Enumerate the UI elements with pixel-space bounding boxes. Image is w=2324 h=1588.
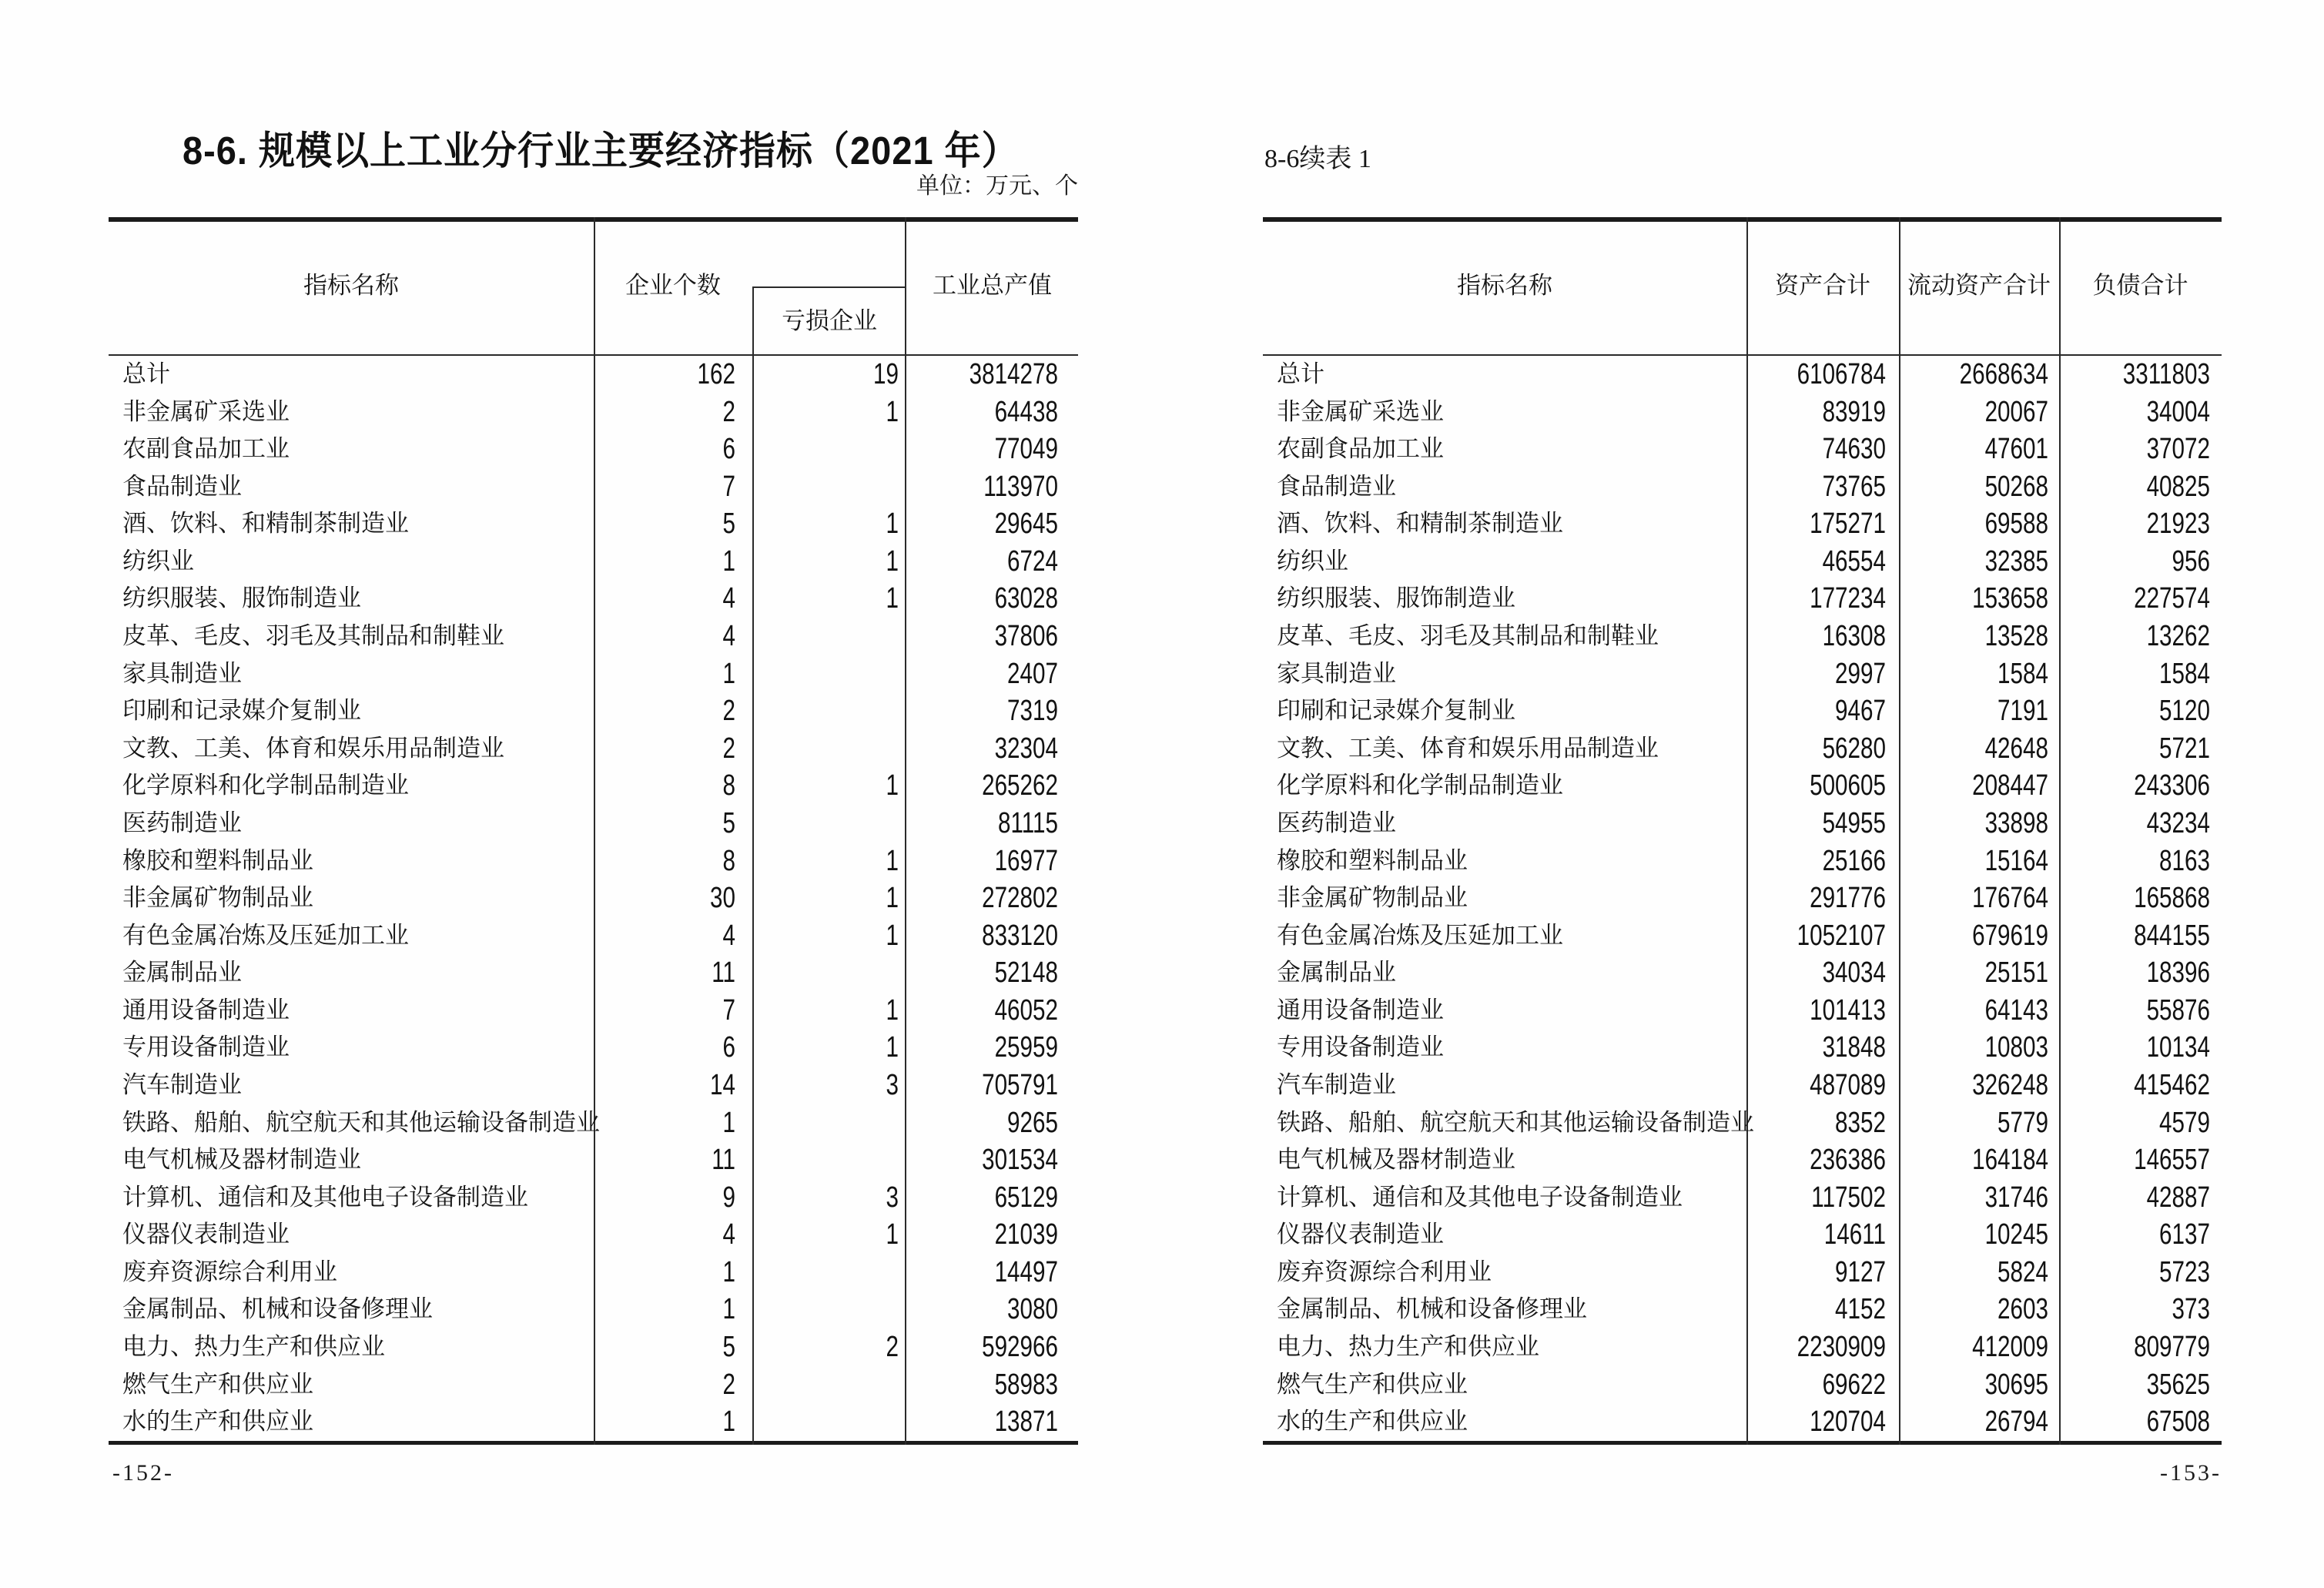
row-label: 电力、热力生产和供应业: [122, 1333, 385, 1361]
cell-enterprises: 1: [722, 1255, 735, 1288]
row-label: 化学原料和化学制品制造业: [122, 772, 409, 799]
cell-current-assets: 7191: [1998, 695, 2048, 728]
row-label: 汽车制造业: [1277, 1070, 1396, 1098]
continued-table-title: 8-6续表 1: [1264, 145, 1371, 173]
table-row: [109, 468, 1078, 506]
table-row: [109, 992, 1078, 1030]
cell-current-assets: 208447: [1972, 769, 2048, 802]
cell-total-assets: 74630: [1822, 433, 1886, 466]
table-row: [1263, 1216, 2222, 1254]
cell-total-assets: 8352: [1835, 1106, 1886, 1139]
cell-enterprises: 9: [722, 1181, 735, 1214]
cell-loss-enterprises: 1: [886, 919, 899, 952]
table-row: [109, 805, 1078, 843]
cell-gross-output: 46052: [994, 993, 1058, 1027]
table-row: [1263, 1029, 2222, 1067]
table-row: [109, 1179, 1078, 1217]
cell-current-assets: 5779: [1998, 1106, 2048, 1139]
table-row: [1263, 1067, 2222, 1104]
cell-loss-enterprises: 1: [886, 582, 899, 615]
cell-current-assets: 1584: [1998, 657, 2048, 690]
table-row: [1263, 917, 2222, 955]
cell-loss-enterprises: 1: [886, 769, 899, 802]
row-label: 燃气生产和供应业: [122, 1370, 313, 1398]
cell-gross-output: 32304: [994, 732, 1058, 765]
table-row: [109, 431, 1078, 468]
row-label: 计算机、通信和及其他电子设备制造业: [122, 1183, 528, 1211]
cell-loss-enterprises: 1: [886, 395, 899, 428]
cell-total-assets: 56280: [1822, 732, 1886, 765]
cell-total-assets: 34034: [1822, 956, 1886, 990]
table-body: [1263, 356, 2222, 1441]
cell-total-assets: 291776: [1810, 882, 1886, 915]
table-row: [109, 1328, 1078, 1366]
cell-current-assets: 47601: [1984, 433, 2048, 466]
row-label: 纺织业: [122, 547, 194, 575]
cell-total-assets: 16308: [1822, 620, 1886, 653]
row-label: 皮革、毛皮、羽毛及其制品和制鞋业: [122, 622, 504, 650]
cell-gross-output: 301534: [982, 1144, 1058, 1177]
cell-gross-output: 13871: [994, 1405, 1058, 1439]
row-label: 纺织服装、服饰制造业: [1277, 585, 1515, 612]
table-row: [1263, 692, 2222, 730]
row-label: 金属制品、机械和设备修理业: [122, 1295, 433, 1323]
cell-gross-output: 6724: [1007, 544, 1058, 578]
row-label: 文教、工美、体育和娱乐用品制造业: [122, 734, 504, 762]
row-label: 有色金属冶炼及压延加工业: [1277, 921, 1563, 949]
cell-total-liabilities: 18396: [2146, 956, 2210, 990]
cell-total-liabilities: 809779: [2134, 1331, 2210, 1364]
cell-total-assets: 54955: [1822, 806, 1886, 839]
col-header-enterprises: 企业个数: [625, 272, 721, 299]
cell-enterprises: 162: [697, 358, 735, 390]
cell-loss-enterprises: 1: [886, 993, 899, 1027]
cell-total-liabilities: 4579: [2159, 1106, 2210, 1139]
cell-current-assets: 2603: [1998, 1293, 2048, 1326]
cell-gross-output: 14497: [994, 1255, 1058, 1288]
row-label: 金属制品、机械和设备修理业: [1277, 1295, 1587, 1323]
table-row: [1263, 394, 2222, 431]
table-row: [1263, 1366, 2222, 1404]
cell-loss-enterprises: 1: [886, 844, 899, 877]
cell-total-liabilities: 415462: [2134, 1068, 2210, 1101]
row-label: 非金属矿采选业: [1277, 397, 1444, 425]
cell-enterprises: 8: [722, 844, 735, 877]
row-label: 水的生产和供应业: [1277, 1408, 1468, 1436]
cell-current-assets: 412009: [1972, 1331, 2048, 1364]
row-label: 计算机、通信和及其他电子设备制造业: [1277, 1183, 1683, 1211]
cell-enterprises: 5: [722, 806, 735, 839]
cell-gross-output: 63028: [994, 582, 1058, 615]
page-number-152: -152-: [112, 1460, 174, 1486]
row-label: 汽车制造业: [122, 1070, 242, 1098]
cell-total-assets: 9127: [1835, 1255, 1886, 1288]
cell-enterprises: 4: [722, 919, 735, 952]
cell-current-assets: 164184: [1972, 1144, 2048, 1177]
cell-loss-enterprises: 1: [886, 508, 899, 541]
cell-current-assets: 31746: [1984, 1181, 2048, 1214]
row-label: 化学原料和化学制品制造业: [1277, 772, 1563, 799]
cell-current-assets: 30695: [1984, 1368, 2048, 1401]
cell-total-assets: 6106784: [1797, 358, 1886, 390]
cell-enterprises: 1: [722, 1106, 735, 1139]
cell-total-liabilities: 3311803: [2122, 358, 2210, 390]
cell-gross-output: 7319: [1007, 695, 1058, 728]
cell-enterprises: 1: [722, 544, 735, 578]
cell-current-assets: 50268: [1984, 470, 2048, 503]
table-row: [1263, 580, 2222, 618]
cell-total-assets: 1052107: [1797, 919, 1886, 952]
row-label: 总计: [122, 360, 170, 387]
cell-current-assets: 2668634: [1959, 358, 2048, 390]
cell-total-assets: 500605: [1810, 769, 1886, 802]
table-row: [1263, 879, 2222, 917]
cell-loss-enterprises: 1: [886, 1218, 899, 1251]
table-row: [1263, 468, 2222, 506]
col-header-indicator: 指标名称: [303, 272, 399, 299]
row-label: 铁路、船舶、航空航天和其他运输设备制造业: [122, 1108, 600, 1136]
cell-total-liabilities: 37072: [2146, 433, 2210, 466]
cell-enterprises: 2: [722, 695, 735, 728]
cell-gross-output: 21039: [994, 1218, 1058, 1251]
row-label: 总计: [1277, 360, 1324, 387]
cell-total-liabilities: 67508: [2146, 1405, 2210, 1439]
table-row: [109, 394, 1078, 431]
table-row: [109, 1403, 1078, 1441]
row-label: 金属制品业: [122, 959, 242, 987]
table-row: [1263, 992, 2222, 1030]
cell-current-assets: 20067: [1984, 395, 2048, 428]
row-label: 酒、饮料、和精制茶制造业: [1277, 510, 1563, 538]
cell-total-assets: 25166: [1822, 844, 1886, 877]
cell-current-assets: 26794: [1984, 1405, 2048, 1439]
cell-enterprises: 8: [722, 769, 735, 802]
cell-total-liabilities: 6137: [2159, 1218, 2210, 1251]
row-label: 通用设备制造业: [1277, 996, 1444, 1023]
table-body: [109, 356, 1078, 1441]
row-label: 食品制造业: [1277, 472, 1396, 500]
table-row: [1263, 1291, 2222, 1328]
cell-enterprises: 4: [722, 620, 735, 653]
cell-loss-enterprises: 3: [886, 1181, 899, 1214]
table-bottom-rule: [1263, 1441, 2222, 1445]
table-row: [109, 730, 1078, 768]
cell-total-liabilities: 373: [2172, 1293, 2210, 1326]
row-label: 电力、热力生产和供应业: [1277, 1333, 1539, 1361]
row-label: 纺织业: [1277, 547, 1348, 575]
table-row: [1263, 767, 2222, 805]
cell-gross-output: 77049: [994, 433, 1058, 466]
cell-total-liabilities: 5120: [2159, 695, 2210, 728]
cell-total-assets: 236386: [1810, 1144, 1886, 1177]
cell-total-liabilities: 844155: [2134, 919, 2210, 952]
cell-current-assets: 69588: [1984, 508, 2048, 541]
cell-gross-output: 265262: [982, 769, 1058, 802]
cell-total-liabilities: 55876: [2146, 993, 2210, 1027]
table-row: [1263, 655, 2222, 693]
cell-enterprises: 6: [722, 1031, 735, 1064]
cell-loss-enterprises: 1: [886, 544, 899, 578]
cell-loss-enterprises: 19: [873, 358, 899, 390]
cell-enterprises: 2: [722, 732, 735, 765]
table-row: [109, 917, 1078, 955]
row-label: 印刷和记录媒介复制业: [1277, 697, 1515, 725]
cell-gross-output: 3080: [1007, 1293, 1058, 1326]
page-number-153: -153-: [2160, 1460, 2222, 1486]
table-row: [1263, 505, 2222, 543]
cell-loss-enterprises: 2: [886, 1331, 899, 1364]
cell-gross-output: 16977: [994, 844, 1058, 877]
cell-total-liabilities: 43234: [2146, 806, 2210, 839]
cell-current-assets: 5824: [1998, 1255, 2048, 1288]
cell-total-assets: 117502: [1811, 1181, 1886, 1214]
cell-gross-output: 52148: [994, 956, 1058, 990]
row-label: 有色金属冶炼及压延加工业: [122, 921, 409, 949]
table-row: [1263, 543, 2222, 581]
cell-total-assets: 175271: [1810, 508, 1886, 541]
cell-total-liabilities: 146557: [2134, 1144, 2210, 1177]
table-row: [109, 1029, 1078, 1067]
col-header-gross-output: 工业总产值: [933, 272, 1052, 299]
table-row: [109, 1366, 1078, 1404]
cell-gross-output: 37806: [994, 620, 1058, 653]
col-header-indicator: 指标名称: [1457, 272, 1552, 299]
table-row: [1263, 730, 2222, 768]
row-label: 燃气生产和供应业: [1277, 1370, 1468, 1398]
table-row: [1263, 954, 2222, 992]
cell-loss-enterprises: 1: [886, 882, 899, 915]
cell-total-liabilities: 5721: [2159, 732, 2210, 765]
table-row: [109, 1067, 1078, 1104]
row-label: 酒、饮料、和精制茶制造业: [122, 510, 409, 538]
table-row: [1263, 805, 2222, 843]
cell-total-liabilities: 227574: [2134, 582, 2210, 615]
cell-enterprises: 6: [722, 433, 735, 466]
table-row: [109, 580, 1078, 618]
cell-total-liabilities: 165868: [2134, 882, 2210, 915]
cell-gross-output: 3814278: [969, 358, 1058, 390]
cell-enterprises: 4: [722, 582, 735, 615]
cell-gross-output: 2407: [1007, 657, 1058, 690]
table-row: [109, 655, 1078, 693]
table-row: [109, 1104, 1078, 1142]
row-label: 非金属矿物制品业: [1277, 884, 1468, 912]
row-label: 医药制造业: [122, 809, 242, 836]
row-label: 电气机械及器材制造业: [122, 1146, 361, 1174]
table-row: [1263, 1141, 2222, 1179]
table-row: [109, 543, 1078, 581]
cell-total-assets: 4152: [1835, 1293, 1886, 1326]
row-label: 通用设备制造业: [122, 996, 290, 1023]
row-label: 皮革、毛皮、羽毛及其制品和制鞋业: [1277, 622, 1659, 650]
table-row: [109, 1254, 1078, 1292]
cell-current-assets: 32385: [1984, 544, 2048, 578]
cell-total-assets: 101413: [1810, 993, 1886, 1027]
row-label: 铁路、船舶、航空航天和其他运输设备制造业: [1277, 1108, 1754, 1136]
col-header-total-liabilities: 负债合计: [2092, 272, 2188, 299]
row-label: 食品制造业: [122, 472, 242, 500]
cell-enterprises: 11: [712, 1144, 735, 1177]
row-label: 废弃资源综合利用业: [122, 1258, 337, 1285]
cell-current-assets: 42648: [1984, 732, 2048, 765]
table-row: [109, 1216, 1078, 1254]
cell-total-assets: 2230909: [1797, 1331, 1886, 1364]
cell-gross-output: 81115: [997, 806, 1058, 839]
cell-total-liabilities: 1584: [2159, 657, 2210, 690]
table-row: [109, 505, 1078, 543]
cell-enterprises: 5: [722, 508, 735, 541]
row-label: 水的生产和供应业: [122, 1408, 313, 1436]
row-label: 废弃资源综合利用业: [1277, 1258, 1492, 1285]
cell-current-assets: 10245: [1984, 1218, 2048, 1251]
cell-enterprises: 4: [722, 1218, 735, 1251]
cell-gross-output: 9265: [1007, 1106, 1058, 1139]
cell-current-assets: 326248: [1972, 1068, 2048, 1101]
cell-total-assets: 487089: [1810, 1068, 1886, 1101]
cell-gross-output: 25959: [994, 1031, 1058, 1064]
cell-total-assets: 177234: [1810, 582, 1886, 615]
cell-total-liabilities: 40825: [2146, 470, 2210, 503]
row-label: 金属制品业: [1277, 959, 1396, 987]
cell-total-assets: 31848: [1822, 1031, 1886, 1064]
table-row: [109, 1291, 1078, 1328]
cell-total-liabilities: 10134: [2146, 1031, 2210, 1064]
cell-total-assets: 69622: [1822, 1368, 1886, 1401]
col-header-loss-enterprises: 亏损企业: [782, 307, 877, 334]
table-row: [109, 356, 1078, 394]
cell-enterprises: 30: [710, 882, 735, 915]
cell-gross-output: 64438: [994, 395, 1058, 428]
row-label: 家具制造业: [1277, 659, 1396, 687]
cell-current-assets: 15164: [1984, 844, 2048, 877]
table-row: [1263, 618, 2222, 655]
page-title: 8-6. 规模以上工业分行业主要经济指标（2021 年）: [183, 128, 1019, 173]
cell-enterprises: 2: [722, 395, 735, 428]
cell-total-liabilities: 243306: [2134, 769, 2210, 802]
cell-enterprises: 5: [722, 1331, 735, 1364]
cell-current-assets: 33898: [1984, 806, 2048, 839]
row-label: 橡胶和塑料制品业: [122, 846, 313, 874]
cell-total-liabilities: 34004: [2146, 395, 2210, 428]
cell-current-assets: 13528: [1984, 620, 2048, 653]
row-label: 非金属矿物制品业: [122, 884, 313, 912]
cell-total-assets: 9467: [1835, 695, 1886, 728]
table-row: [1263, 1179, 2222, 1217]
cell-enterprises: 11: [712, 956, 735, 990]
row-label: 医药制造业: [1277, 809, 1396, 836]
row-label: 农副食品加工业: [1277, 435, 1444, 463]
cell-total-assets: 83919: [1822, 395, 1886, 428]
cell-total-liabilities: 5723: [2159, 1255, 2210, 1288]
cell-total-liabilities: 8163: [2159, 844, 2210, 877]
row-label: 橡胶和塑料制品业: [1277, 846, 1468, 874]
table-main-indicators: [109, 217, 1078, 1445]
table-continued-indicators: [1263, 217, 2222, 1445]
cell-current-assets: 25151: [1984, 956, 2048, 990]
cell-loss-enterprises: 1: [886, 1031, 899, 1064]
row-label: 仪器仪表制造业: [1277, 1221, 1444, 1248]
row-label: 专用设备制造业: [122, 1034, 290, 1061]
cell-current-assets: 10803: [1984, 1031, 2048, 1064]
table-row: [109, 692, 1078, 730]
cell-enterprises: 1: [722, 1293, 735, 1326]
table-row: [1263, 1403, 2222, 1441]
cell-total-assets: 2997: [1835, 657, 1886, 690]
cell-total-assets: 73765: [1822, 470, 1886, 503]
row-label: 仪器仪表制造业: [122, 1221, 290, 1248]
table-row: [109, 843, 1078, 880]
table-row: [109, 618, 1078, 655]
col-header-current-assets: 流动资产合计: [1907, 272, 2051, 299]
table-row: [109, 767, 1078, 805]
cell-gross-output: 833120: [982, 919, 1058, 952]
cell-total-liabilities: 42887: [2146, 1181, 2210, 1214]
row-label: 农副食品加工业: [122, 435, 290, 463]
row-label: 印刷和记录媒介复制业: [122, 697, 361, 725]
cell-total-liabilities: 35625: [2146, 1368, 2210, 1401]
col-header-total-assets: 资产合计: [1775, 272, 1870, 299]
table-row: [1263, 1254, 2222, 1292]
unit-note: 单位：万元、个: [916, 173, 1078, 199]
table-row: [1263, 431, 2222, 468]
cell-gross-output: 65129: [994, 1181, 1058, 1214]
cell-total-assets: 14611: [1823, 1218, 1886, 1251]
table-row: [1263, 356, 2222, 394]
cell-gross-output: 272802: [982, 882, 1058, 915]
cell-enterprises: 7: [722, 993, 735, 1027]
cell-enterprises: 14: [710, 1068, 735, 1101]
row-label: 纺织服装、服饰制造业: [122, 585, 361, 612]
table-row: [1263, 1104, 2222, 1142]
cell-gross-output: 592966: [982, 1331, 1058, 1364]
row-label: 电气机械及器材制造业: [1277, 1146, 1515, 1174]
cell-loss-enterprises: 3: [886, 1068, 899, 1101]
cell-current-assets: 153658: [1972, 582, 2048, 615]
cell-gross-output: 113970: [983, 470, 1058, 503]
cell-total-liabilities: 21923: [2146, 508, 2210, 541]
cell-gross-output: 29645: [994, 508, 1058, 541]
cell-enterprises: 2: [722, 1368, 735, 1401]
row-label: 专用设备制造业: [1277, 1034, 1444, 1061]
cell-current-assets: 176764: [1972, 882, 2048, 915]
table-row: [109, 1141, 1078, 1179]
table-row: [109, 954, 1078, 992]
cell-total-assets: 120704: [1810, 1405, 1886, 1439]
table-row: [109, 879, 1078, 917]
cell-total-assets: 46554: [1822, 544, 1886, 578]
cell-gross-output: 705791: [982, 1068, 1058, 1101]
cell-current-assets: 679619: [1972, 919, 2048, 952]
row-label: 非金属矿采选业: [122, 397, 290, 425]
cell-enterprises: 1: [722, 657, 735, 690]
table-row: [1263, 1328, 2222, 1366]
table-row: [1263, 843, 2222, 880]
row-label: 文教、工美、体育和娱乐用品制造业: [1277, 734, 1659, 762]
cell-total-liabilities: 13262: [2146, 620, 2210, 653]
cell-current-assets: 64143: [1984, 993, 2048, 1027]
cell-enterprises: 1: [722, 1405, 735, 1439]
cell-gross-output: 58983: [994, 1368, 1058, 1401]
cell-total-liabilities: 956: [2172, 544, 2210, 578]
row-label: 家具制造业: [122, 659, 242, 687]
cell-enterprises: 7: [722, 470, 735, 503]
